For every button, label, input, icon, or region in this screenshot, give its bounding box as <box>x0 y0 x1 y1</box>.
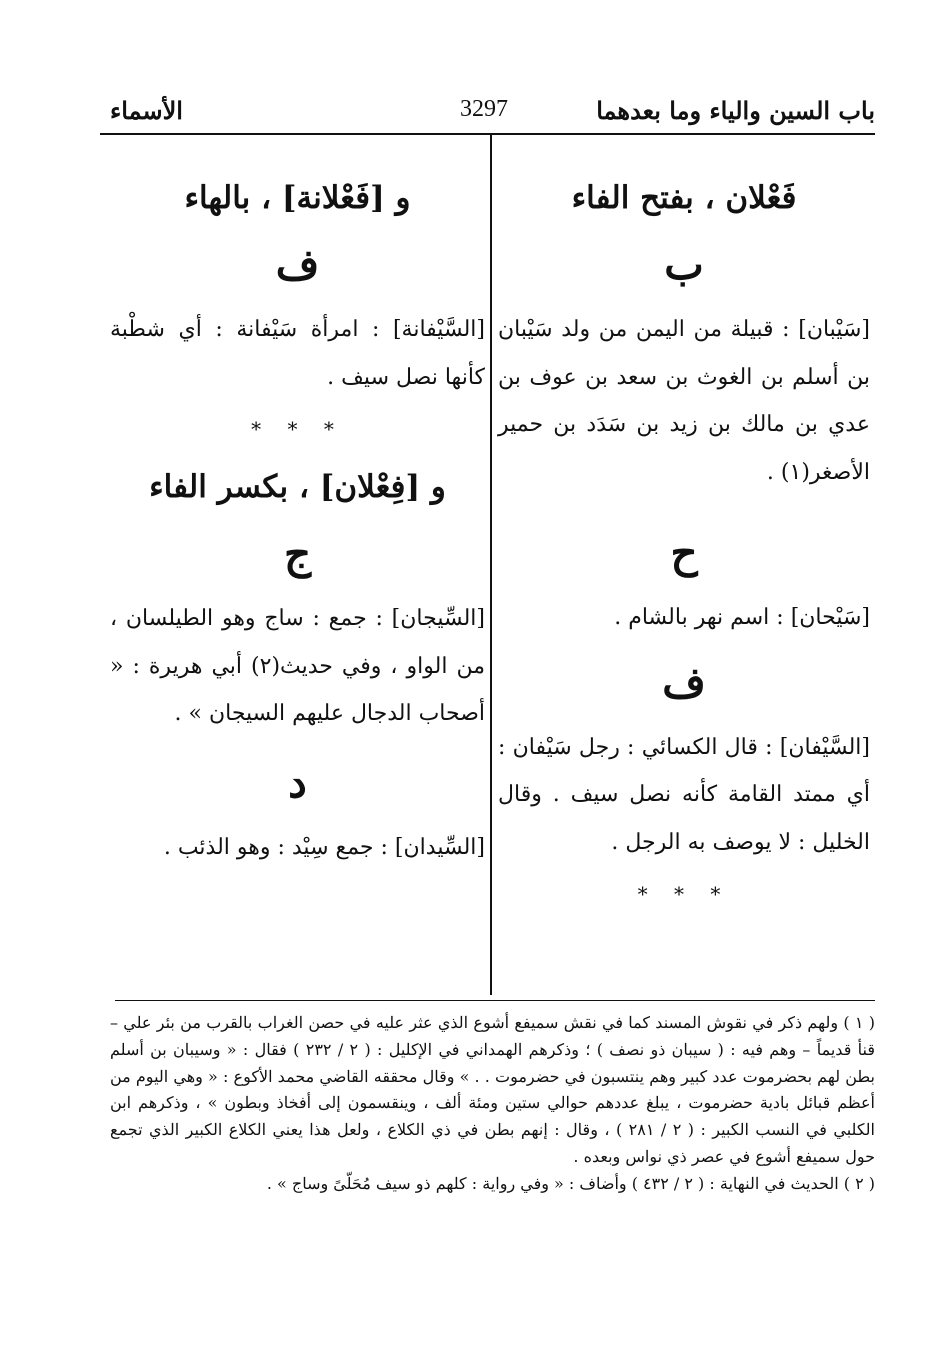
footnote-2: ( ٢ ) الحديث في النهاية : ( ٢ / ٤٣٢ ) وأضاف : « وفي رواية : كلهم ذو سيف مُحَلّىً وساج » . <box>266 1173 875 1193</box>
letter-heading-fa: ف <box>662 657 706 707</box>
left-column <box>110 168 485 871</box>
entry-sayfana: [السَّيْفانة] : امرأة سَيْفانة : أي شطْبة كأنها نصل سيف . <box>110 317 485 390</box>
page-number: 3297 <box>460 96 508 122</box>
entry-text: السَّيْفانة] : امرأة سَيْفانة : أي شطْبة كأنها نصل سيف . <box>110 317 485 390</box>
pattern-heading: و [فِعْلان] ، بكسر الفاء <box>149 469 446 505</box>
entry-text: السِّيدان] : جمع سِيْد : وهو الذئب . <box>163 834 477 860</box>
section-title: الأسماء <box>110 96 183 125</box>
section-separator: * * * <box>637 882 731 906</box>
letter-heading-dal: د <box>288 757 307 807</box>
right-column <box>498 168 870 922</box>
chapter-title: باب السين والياء وما بعدهما <box>596 96 875 125</box>
entry-sijan: [السِّيجان] : جمع : ساج وهو الطيلسان ، من الواو ، وفي حديث(٢) أبي هريرة : « أصحاب الدجال عليهم السيجان » . <box>110 606 485 726</box>
footnote-rule <box>115 1000 875 1001</box>
letter-heading-fa: ف <box>275 240 320 289</box>
letter-heading-jim: ج <box>283 529 312 578</box>
pattern-heading: فَعْلان ، بفتح الفاء <box>571 180 797 216</box>
section-separator: * * * <box>251 417 344 441</box>
header-rule <box>100 133 875 135</box>
letter-heading-ba: ب <box>664 240 704 289</box>
entry-text: سَيْحان] : اسم نهر بالشام . <box>614 605 862 630</box>
entry-sayfan: [السَّيْفان] : قال الكسائي : رجل سَيْفان : أي ممتد القامة كأنه نصل سيف . وقال الخليل : لا يوصف به الرجل . <box>498 734 870 855</box>
entry-sidan: [السِّيدان] : جمع سِيْد : وهو الذئب . <box>163 834 485 860</box>
entry-text: السِّيجان] : جمع : ساج وهو الطيلسان ، من الواو ، وفي حديث(٢) أبي هريرة : « أصحاب الدجال عليهم السيجان » . <box>110 606 485 726</box>
entry-text: سَيْبان] : قبيلة من اليمن من ولد سَيْبان بن أسلم بن الغوث بن سعد بن عوف بن عدي بن مالك بن زيد بن سَدَد بن حمير الأصغر(١) . <box>498 317 870 485</box>
running-header <box>100 92 875 130</box>
footnotes <box>110 1010 875 1198</box>
entry-sayhan: [سَيْحان] : اسم نهر بالشام . <box>614 605 870 630</box>
letter-heading-ha: ح <box>670 528 698 577</box>
column-divider <box>490 135 492 995</box>
entry-text: السَّيْفان] : قال الكسائي : رجل سَيْفان : أي ممتد القامة كأنه نصل سيف . وقال الخليل : لا يوصف به الرجل . <box>498 734 870 855</box>
pattern-heading: و [فَعْلانة] ، بالهاء <box>184 180 411 216</box>
footnote-1: ( ١ ) ولهم ذكر في نقوش المسند كما في نقش سميفع أشوع الذي عثر عليه في حصن الغراب بالقرب من بئر علي – قنأ قديماً – وهم فيه : ( سيبان ذو نصف ) ؛ وذكرهم الهمداني في الإكليل : ( ٢ / ٢٣٢ ) فقال : « وسيبان بن أسلم بطن لهم بحضرموت عدد كبير وهم ينتسبون في حضرموت . . » وقال محققه القاضي محمد الأكوع : « وهي اليوم من أعظم قبائل بادية حضرموت ، يبلغ عددهم حوالي ستين ومئة ألف ، وينقسمون إلى أفخاذ وبطون » ، وذكرهم ابن الكلبي في النسب الكبير : ( ٢ / ٢٨١ ) ، وقال : إنهم بطن في ذي الكلاع ، ولعل هذا يعني الكلاع الكبير الذي تجمع حول سميفع أشوع في عصر ذي نواس وبعده . <box>110 1013 876 1166</box>
entry-sayban: [سَيْبان] : قبيلة من اليمن من ولد سَيْبان بن أسلم بن الغوث بن سعد بن عوف بن عدي بن مالك بن زيد بن سَدَد بن حمير الأصغر(١) . <box>498 317 870 485</box>
